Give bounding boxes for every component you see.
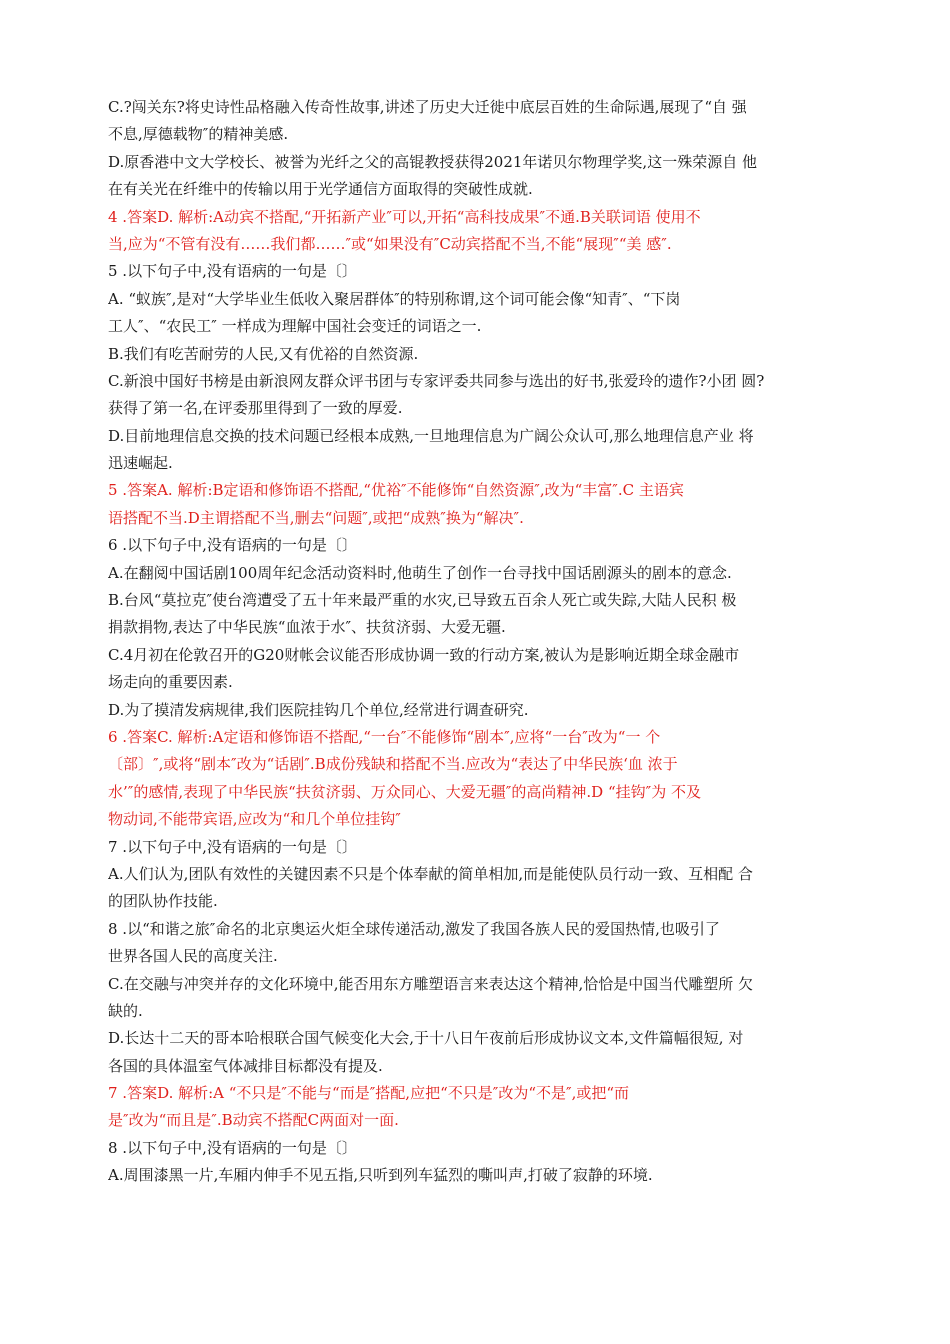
text-line: B.我们有吃苦耐劳的人民,又有优裕的自然资源. bbox=[108, 344, 419, 363]
text-line: 获得了第一名,在评委那里得到了一致的厚爱. bbox=[108, 399, 403, 418]
text-line: 8 .以下句子中,没有语病的一句是〔〕 bbox=[108, 1138, 357, 1157]
text-line: 各国的具体温室气体减排目标都没有提及. bbox=[108, 1056, 383, 1075]
answer-line: 4 .答案D. 解析:A动宾不搭配,“开拓新产业″可以,开拓“高科技成果″不通.B关联词语 使用不 bbox=[108, 207, 701, 226]
answer-line: 水’″的感情,表现了中华民族“扶贫济弱、万众同心、大爱无疆″的高尚精神.D “挂钩″为 不及 bbox=[108, 782, 702, 801]
text-line: C.新浪中国好书榜是由新浪网友群众评书团与专家评委共同参与选出的好书,张爱玲的遗作?小团 圆? bbox=[108, 371, 765, 390]
text-line: D.长达十二天的哥本哈根联合国气候变化大会,于十八日午夜前后形成协议文本,文件篇幅很短, 对 bbox=[108, 1029, 744, 1048]
text-line: D.原香港中文大学校长、被誉为光纤之父的高锟教授获得2021年诺贝尔物理学奖,这一殊荣源自 他 bbox=[108, 152, 757, 171]
text-line: 缺的. bbox=[108, 1001, 143, 1020]
answer-line: 物动词,不能带宾语,应改为“和几个单位挂钩″ bbox=[108, 810, 401, 829]
text-line: 场走向的重要因素. bbox=[108, 673, 233, 692]
text-line: 捐款捐物,表达了中华民族“血浓于水″、扶贫济弱、大爱无疆. bbox=[108, 618, 506, 637]
text-line: A.周围漆黑一片,车厢内伸手不见五指,只听到列车猛烈的嘶叫声,打破了寂静的环境. bbox=[108, 1166, 653, 1185]
answer-line: 7 .答案D. 解析:A “不只是″不能与“而是″搭配,应把“不只是″改为“不是″,或把“而 bbox=[108, 1084, 630, 1103]
answer-line: 〔部〕″,或将“剧本″改为“话剧″.B成份残缺和搭配不当.应改为“表达了中华民族‘血 浓于 bbox=[108, 755, 678, 774]
answer-line: 是″改为“而且是″.B动宾不搭配C两面对一面. bbox=[108, 1111, 399, 1130]
text-line: 迅速崛起. bbox=[108, 454, 173, 473]
text-line: A.在翻阅中国话剧100周年纪念活动资料时,他萌生了创作一台寻找中国话剧源头的剧本的意念. bbox=[108, 563, 732, 582]
text-line: D.为了摸清发病规律,我们医院挂钩几个单位,经常进行调查研究. bbox=[108, 700, 529, 719]
text-line: 在有关光在纤维中的传输以用于光学通信方面取得的突破性成就. bbox=[108, 180, 533, 199]
text-line: 工人″、“农民工″ 一样成为理解中国社会变迁的词语之一. bbox=[108, 317, 482, 336]
text-line: D.目前地理信息交换的技术问题已经根本成熟,一旦地理信息为广阔公众认可,那么地理信息产业 将 bbox=[108, 426, 754, 445]
text-line: 5 .以下句子中,没有语病的一句是〔〕 bbox=[108, 262, 357, 281]
document-body bbox=[108, 94, 856, 1190]
text-line: 8 .以“和谐之旅″命名的北京奥运火炬全球传递活动,激发了我国各族人民的爱国热情,也吸引了 bbox=[108, 919, 720, 938]
answer-line: 5 .答案A. 解析:B定语和修饰语不搭配,“优裕″不能修饰“自然资源″,改为“丰富″.C 主语宾 bbox=[108, 481, 684, 500]
text-line: A.人们认为,团队有效性的关键因素不只是个体奉献的简单相加,而是能使队员行动一致、互相配 合 bbox=[108, 864, 753, 883]
text-line: 世界各国人民的高度关注. bbox=[108, 947, 278, 966]
text-line: A. “蚁族″,是对“大学毕业生低收入聚居群体″的特别称谓,这个词可能会像“知青″、“下岗 bbox=[108, 289, 681, 308]
text-line: 不息,厚德载物″的精神美感. bbox=[108, 125, 289, 144]
answer-line: 语搭配不当.D主谓搭配不当,删去“问题″,或把“成熟″换为“解决″. bbox=[108, 508, 524, 527]
text-line: C.在交融与冲突并存的文化环境中,能否用东方雕塑语言来表达这个精神,恰恰是中国当代雕塑所 欠 bbox=[108, 974, 754, 993]
text-line: 7 .以下句子中,没有语病的一句是〔〕 bbox=[108, 837, 357, 856]
answer-line: 6 .答案C. 解析:A定语和修饰语不搭配,“一台″不能修饰“剧本″,应将“一台″改为“一 个 bbox=[108, 727, 661, 746]
text-line: 的团队协作技能. bbox=[108, 892, 218, 911]
text-line: B.台风“莫拉克″使台湾遭受了五十年来最严重的水灾,已导致五百余人死亡或失踪,大陆人民积 极 bbox=[108, 591, 737, 610]
text-line: C.?闯关东?将史诗性品格融入传奇性故事,讲述了历史大迁徙中底层百姓的生命际遇,展现了“自 强 bbox=[108, 98, 747, 116]
text-line: 6 .以下句子中,没有语病的一句是〔〕 bbox=[108, 536, 357, 555]
text-line: C.4月初在伦敦召开的G20财帐会议能否形成协调一致的行动方案,被认为是影响近期全球金融市 bbox=[108, 645, 740, 664]
answer-line: 当,应为“不管有没有……我们都……″或“如果没有″C动宾搭配不当,不能“展现″“美 感″. bbox=[108, 234, 672, 253]
